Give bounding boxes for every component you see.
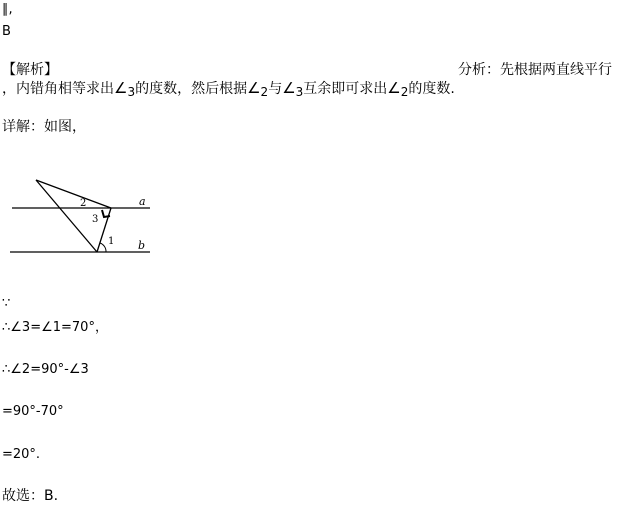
angle-symbol: ∠ bbox=[114, 79, 128, 97]
geometry-figure bbox=[0, 172, 160, 264]
figure-label-3: 3 bbox=[92, 214, 99, 225]
angle-symbol: ∠ bbox=[247, 79, 261, 97]
solution-step-4: =20°. bbox=[2, 447, 41, 462]
angle-index: 2 bbox=[400, 85, 409, 99]
angle-1-arc bbox=[100, 243, 106, 252]
analysis-text-3: 与 bbox=[268, 81, 283, 97]
analysis-line1 bbox=[458, 62, 612, 78]
angle-symbol: ∠ bbox=[282, 79, 296, 97]
angle-index: 2 bbox=[260, 85, 269, 99]
analysis-text-5: 的度数. bbox=[408, 81, 455, 97]
solution-conclusion: 故选：B. bbox=[2, 488, 59, 504]
detail-label: 详解：如图， bbox=[2, 119, 86, 135]
angle-index: 3 bbox=[295, 85, 304, 99]
analysis-line2 bbox=[2, 80, 455, 97]
analysis-text-4: 互余即可求出 bbox=[303, 81, 388, 97]
solution-step-1: ∴∠3=∠1=70°， bbox=[2, 320, 108, 335]
analysis-text-1: ，内错角相等求出 bbox=[2, 81, 114, 97]
angle-index: 3 bbox=[127, 85, 136, 99]
analysis-title: 【解析】 bbox=[2, 62, 58, 78]
figure-label-1: 1 bbox=[108, 236, 115, 247]
answer-letter: B bbox=[2, 24, 11, 39]
analysis-label: 分析： bbox=[458, 62, 500, 78]
analysis-text-2: 的度数，然后根据 bbox=[135, 81, 248, 97]
figure-label-a: a bbox=[139, 195, 146, 208]
because-symbol: ∵ bbox=[2, 296, 11, 311]
parallel-mark: ∥, bbox=[2, 2, 13, 17]
solution-step-2: ∴∠2=90°-∠3 bbox=[2, 362, 89, 377]
solution-step-3: =90°-70° bbox=[2, 404, 64, 419]
figure-label-2: 2 bbox=[80, 198, 87, 209]
angle-symbol: ∠ bbox=[387, 79, 401, 97]
analysis-line1-text: 先根据两直线平行 bbox=[500, 62, 612, 78]
figure-label-b: b bbox=[138, 239, 146, 252]
